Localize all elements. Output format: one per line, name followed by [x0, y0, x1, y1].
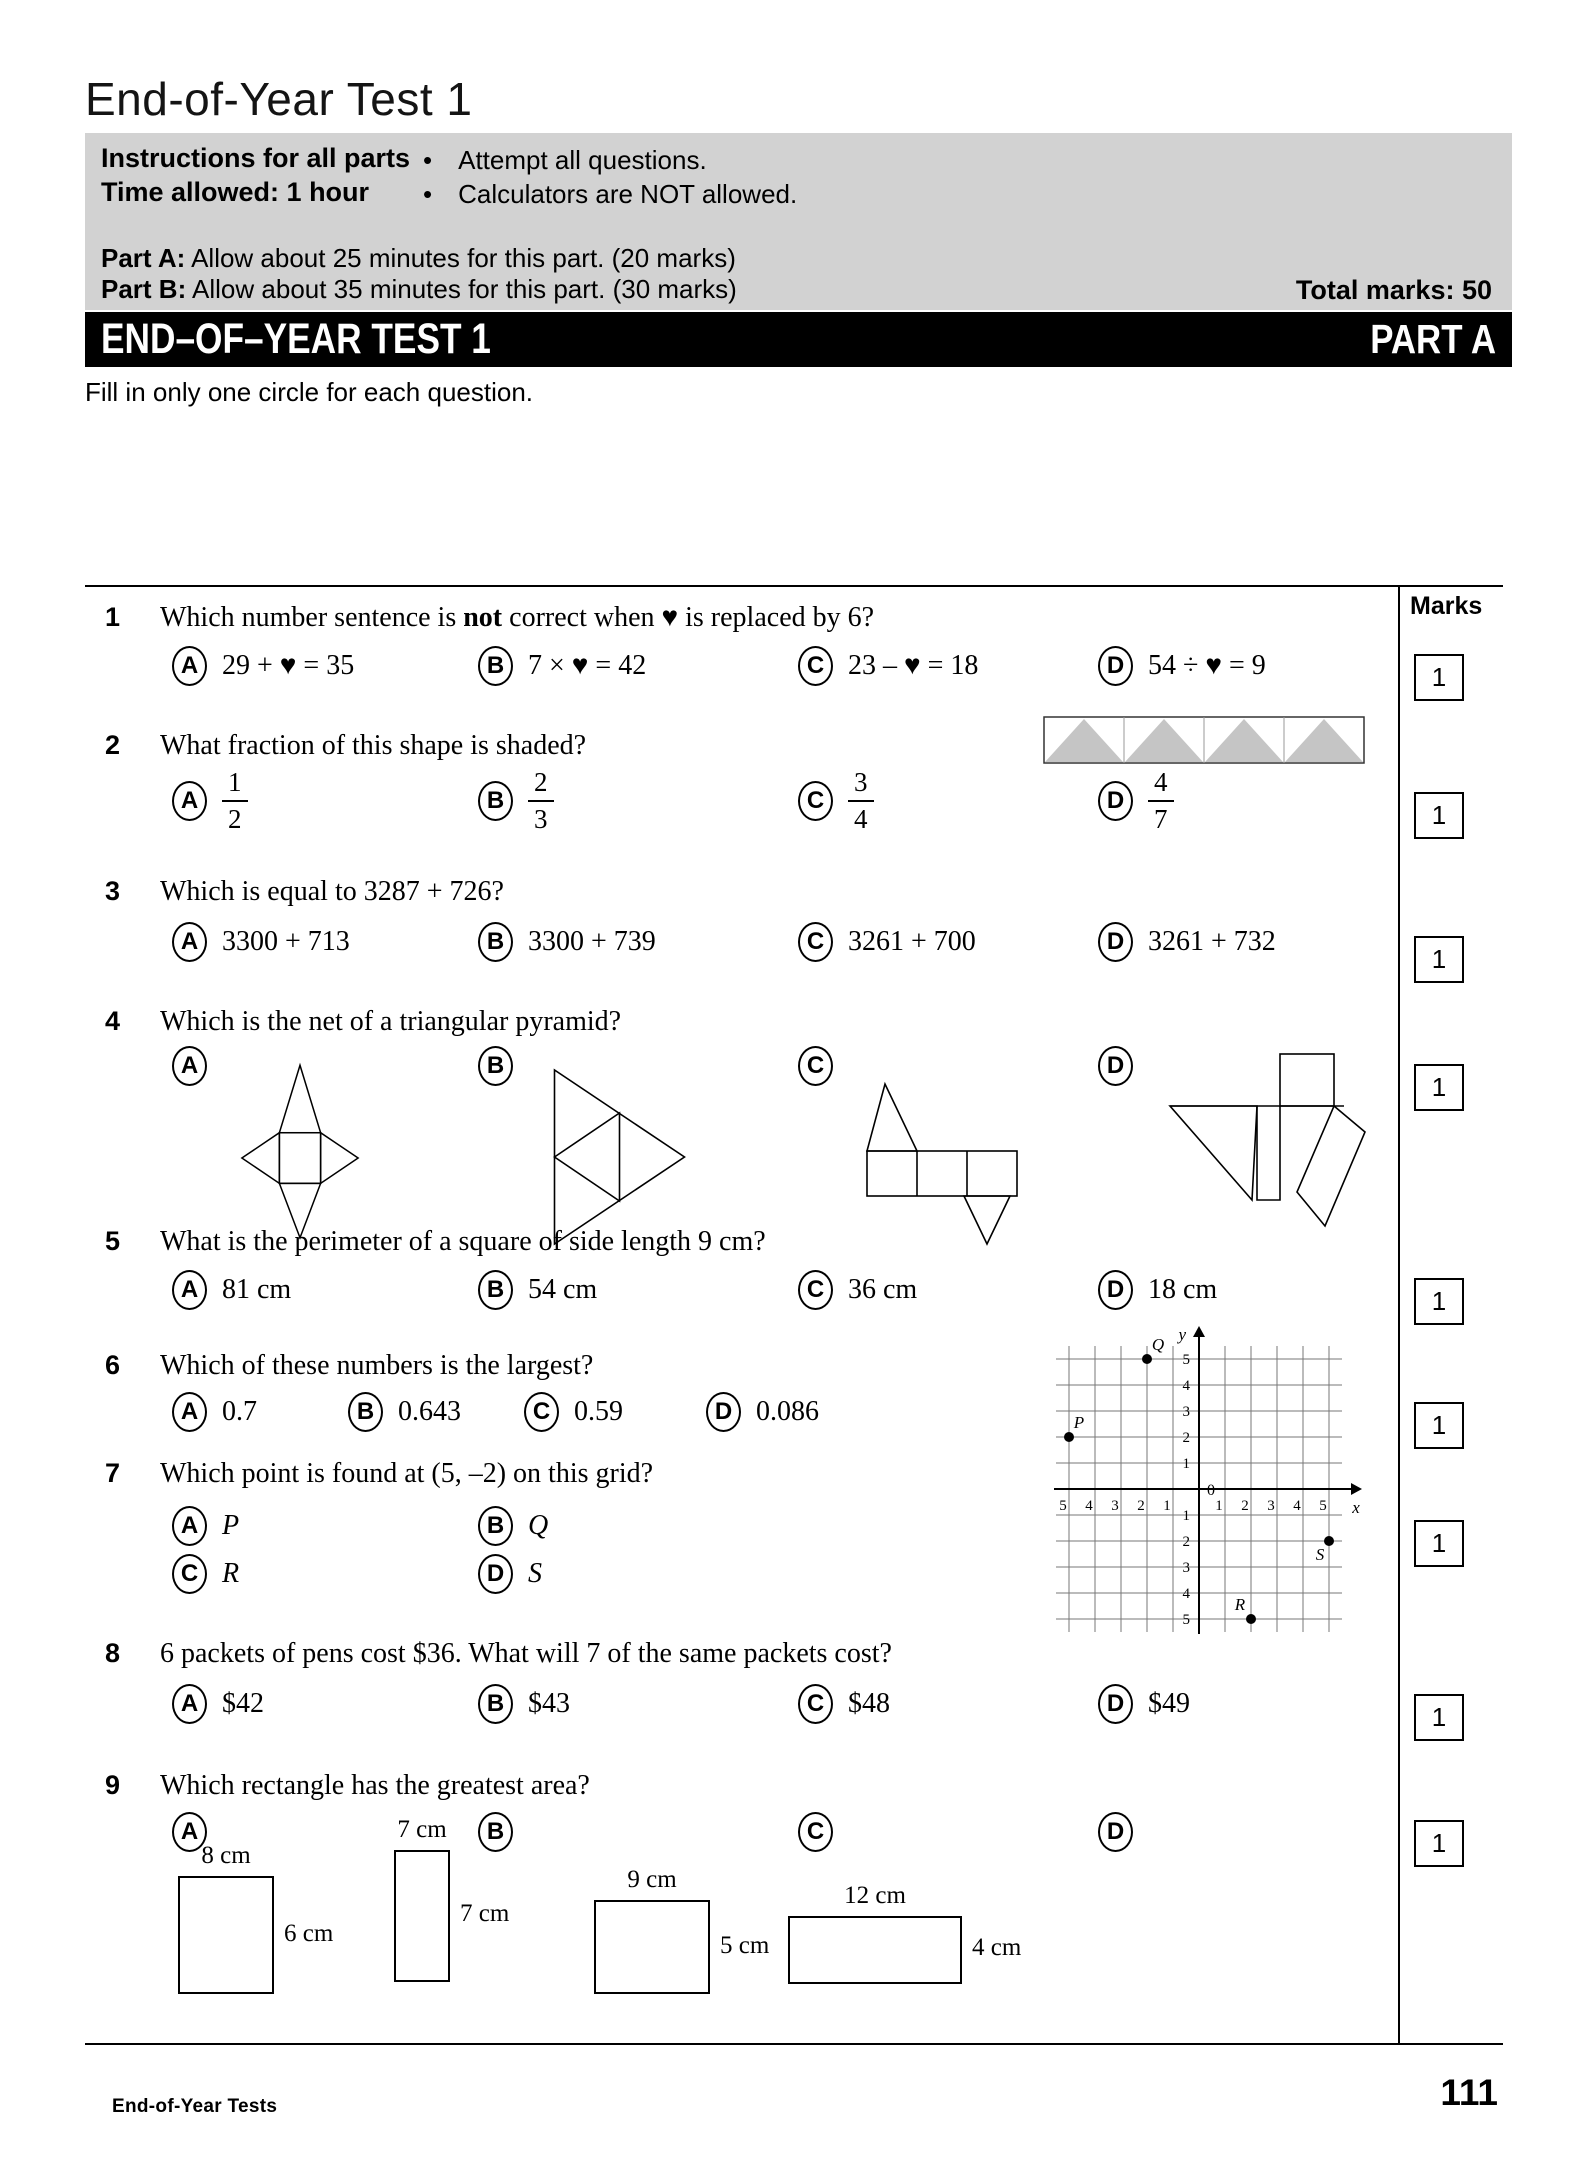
q7-option-d — [478, 1554, 542, 1594]
time-allowed-label: Time allowed: 1 hour — [101, 177, 370, 207]
question-number: 9 — [105, 1770, 121, 1800]
question-text: 6 packets of pens cost $36. What will 7 of the same packets cost? — [160, 1638, 892, 1669]
question-number: 8 — [105, 1638, 121, 1668]
option-a-circle[interactable]: A — [172, 1684, 207, 1724]
option-text: 54 cm — [528, 1274, 598, 1305]
option-text: 0.086 — [756, 1396, 819, 1427]
net-d-diagram — [1162, 1050, 1377, 1230]
option-d-circle[interactable]: D — [1098, 1812, 1133, 1852]
q1-option-c — [798, 646, 978, 686]
marks-box-q8: 1 — [1414, 1694, 1464, 1741]
marks-box-q6: 1 — [1414, 1402, 1464, 1449]
option-text: 54 ÷ ♥ = 9 — [1148, 650, 1266, 681]
question-number: 3 — [105, 876, 121, 906]
option-b-circle[interactable]: B — [478, 1812, 513, 1852]
svg-text:S: S — [1315, 1545, 1325, 1564]
q9-option-b — [478, 1812, 513, 1852]
page-number: 111 — [1440, 2072, 1498, 2113]
marks-box-q4: 1 — [1414, 1064, 1464, 1111]
fraction-numerator: 1 — [222, 768, 248, 802]
svg-text:1: 1 — [1163, 1498, 1171, 1514]
part-a-line — [101, 243, 736, 274]
fraction — [528, 768, 554, 834]
marks-box-q1: 1 — [1414, 654, 1464, 701]
option-c-circle[interactable]: C — [798, 1684, 833, 1724]
question-text-part: Which number sentence is — [160, 602, 464, 633]
svg-text:0: 0 — [1207, 1482, 1215, 1499]
svg-text:5: 5 — [1182, 1612, 1190, 1628]
question-text: Which point is found at (5, –2) on this grid? — [160, 1458, 654, 1489]
svg-text:y: y — [1178, 1325, 1186, 1344]
rect-height-label: 4 cm — [972, 1934, 1022, 1961]
svg-text:3: 3 — [1182, 1560, 1190, 1576]
q1-option-a — [172, 646, 354, 686]
option-b-circle[interactable]: B — [478, 781, 513, 821]
svg-text:1: 1 — [1182, 1508, 1190, 1524]
option-a-circle[interactable]: A — [172, 646, 207, 686]
option-text: Q — [528, 1510, 549, 1541]
bullet-dot: • — [423, 179, 433, 209]
option-c-circle[interactable]: C — [798, 1046, 833, 1086]
svg-text:x: x — [1352, 1498, 1360, 1517]
svg-text:3: 3 — [1267, 1498, 1275, 1514]
question-number: 4 — [105, 1006, 121, 1036]
option-text: 3261 + 700 — [848, 926, 976, 957]
option-a-circle[interactable]: A — [172, 781, 207, 821]
question-number: 7 — [105, 1458, 121, 1488]
option-text: 3300 + 739 — [528, 926, 656, 957]
footer-title: End-of-Year Tests — [112, 2096, 278, 2117]
option-c-circle[interactable]: C — [524, 1392, 559, 1432]
option-text: $42 — [222, 1688, 264, 1719]
option-text: 29 + ♥ = 35 — [222, 650, 355, 681]
svg-text:4: 4 — [1293, 1498, 1301, 1514]
question-8 — [105, 1638, 892, 1670]
part-b-label: Part B: — [101, 274, 187, 304]
option-d-circle[interactable]: D — [706, 1392, 741, 1432]
option-text: R — [222, 1558, 240, 1589]
q9-option-d — [1098, 1812, 1133, 1852]
option-c-circle[interactable]: C — [798, 922, 833, 962]
option-d-circle[interactable]: D — [1098, 1270, 1133, 1310]
q3-option-d — [1098, 922, 1276, 962]
option-d-circle[interactable]: D — [1098, 646, 1133, 686]
q2-option-c — [798, 768, 874, 834]
svg-text:2: 2 — [1182, 1534, 1190, 1550]
q7-option-c — [172, 1554, 239, 1594]
question-5 — [105, 1226, 766, 1258]
q7-option-a — [172, 1506, 239, 1546]
svg-text:3: 3 — [1182, 1404, 1190, 1420]
q4-option-b — [478, 1046, 513, 1086]
option-d-circle[interactable]: D — [1098, 922, 1133, 962]
q8-option-d — [1098, 1684, 1190, 1724]
banner-title: END–OF–YEAR TEST 1 — [101, 315, 491, 363]
fraction — [222, 768, 248, 834]
rectangle-a-diagram — [178, 1876, 274, 1994]
option-a-circle[interactable]: A — [172, 922, 207, 962]
svg-text:R: R — [1234, 1595, 1246, 1614]
marks-box-q2: 1 — [1414, 792, 1464, 839]
q8-option-a — [172, 1684, 264, 1724]
bullet-text: Calculators are NOT allowed. — [458, 179, 798, 209]
option-text: 0.59 — [574, 1396, 623, 1427]
section-banner — [85, 312, 1512, 367]
net-b-diagram — [542, 1062, 697, 1252]
option-text: $48 — [848, 1688, 890, 1719]
q6-option-b — [348, 1392, 461, 1432]
rectangle-c-diagram — [594, 1900, 710, 1994]
question-1 — [105, 602, 874, 634]
svg-text:4: 4 — [1182, 1586, 1190, 1602]
rect-height-label: 5 cm — [720, 1932, 770, 1959]
option-a-circle[interactable]: A — [172, 1270, 207, 1310]
svg-text:2: 2 — [1182, 1430, 1190, 1446]
fraction — [848, 768, 874, 834]
option-text: 36 cm — [848, 1274, 918, 1305]
question-text — [160, 602, 874, 634]
question-4 — [105, 1006, 621, 1038]
q3-option-a — [172, 922, 350, 962]
option-c-circle[interactable]: C — [798, 646, 833, 686]
option-a-circle[interactable]: A — [172, 1046, 207, 1086]
svg-text:5: 5 — [1319, 1498, 1327, 1514]
q5-option-b — [478, 1270, 597, 1310]
question-text: Which rectangle has the greatest area? — [160, 1770, 590, 1801]
bullet-text: Attempt all questions. — [458, 145, 707, 175]
option-b-circle[interactable]: B — [348, 1392, 383, 1432]
marks-box-q5: 1 — [1414, 1278, 1464, 1325]
option-b-circle[interactable]: B — [478, 646, 513, 686]
option-text: 18 cm — [1148, 1274, 1218, 1305]
option-c-circle[interactable]: C — [798, 1270, 833, 1310]
fraction-denominator: 3 — [534, 804, 548, 835]
option-text: 81 cm — [222, 1274, 292, 1305]
fraction-numerator: 4 — [1148, 768, 1174, 802]
marks-column-header: Marks — [1410, 592, 1483, 620]
option-c-circle[interactable]: C — [798, 781, 833, 821]
fraction-denominator: 4 — [854, 804, 868, 835]
option-text: $43 — [528, 1688, 570, 1719]
option-text: 3300 + 713 — [222, 926, 350, 957]
option-text: P — [222, 1510, 240, 1541]
question-text-bold: not — [463, 602, 503, 633]
part-b-line — [101, 274, 737, 305]
total-marks: Total marks: 50 — [1295, 275, 1492, 305]
option-text: 23 – ♥ = 18 — [848, 650, 979, 681]
rect-height-label: 7 cm — [460, 1900, 510, 1927]
rectangle-d-diagram — [788, 1916, 962, 1984]
page-title: End-of-Year Test 1 — [85, 73, 473, 125]
q3-option-c — [798, 922, 976, 962]
fraction — [1148, 768, 1174, 834]
svg-text:5: 5 — [1059, 1498, 1067, 1514]
net-c-diagram — [852, 1076, 1032, 1248]
q5-option-c — [798, 1270, 917, 1310]
part-a-text: Allow about 25 minutes for this part. (20 marks) — [185, 243, 736, 273]
q8-option-c — [798, 1684, 890, 1724]
q2-option-a — [172, 768, 248, 834]
rect-width-label: 12 cm — [844, 1882, 906, 1909]
option-d-circle[interactable]: D — [1098, 1684, 1133, 1724]
q5-option-a — [172, 1270, 291, 1310]
option-text: $49 — [1148, 1688, 1190, 1719]
fraction-denominator: 2 — [228, 804, 242, 835]
svg-text:5: 5 — [1182, 1352, 1190, 1368]
option-d-circle[interactable]: D — [1098, 1046, 1133, 1086]
question-text: Which is the net of a triangular pyramid? — [160, 1006, 622, 1037]
bottom-rule — [85, 2043, 1503, 2045]
marks-box-q9: 1 — [1414, 1820, 1464, 1867]
question-2 — [105, 730, 586, 762]
net-a-diagram — [225, 1056, 375, 1246]
option-d-circle[interactable]: D — [478, 1554, 513, 1594]
option-a-circle[interactable]: A — [172, 1506, 207, 1546]
part-b-text: Allow about 35 minutes for this part. (30 marks) — [186, 274, 737, 304]
banner-part-label: PART A — [1370, 316, 1496, 362]
q2-option-d — [1098, 768, 1174, 834]
option-b-circle[interactable]: B — [478, 922, 513, 962]
fraction-numerator: 3 — [848, 768, 874, 802]
question-text-part: correct when ♥ is replaced by 6? — [502, 602, 875, 633]
svg-text:4: 4 — [1085, 1498, 1093, 1514]
question-7 — [105, 1458, 653, 1490]
rectangle-b-diagram — [394, 1850, 450, 1982]
option-b-circle[interactable]: B — [478, 1506, 513, 1546]
bullet-item — [423, 179, 797, 210]
option-a-circle[interactable]: A — [172, 1392, 207, 1432]
q1-option-b — [478, 646, 646, 686]
question-9 — [105, 1770, 590, 1802]
option-c-circle[interactable]: C — [798, 1812, 833, 1852]
option-text: S — [528, 1558, 542, 1589]
q6-option-a — [172, 1392, 257, 1432]
q4-option-a — [172, 1046, 207, 1086]
svg-text:4: 4 — [1182, 1378, 1190, 1394]
svg-text:1: 1 — [1182, 1456, 1190, 1472]
q8-option-b — [478, 1684, 570, 1724]
q1-option-d — [1098, 646, 1266, 686]
question-text: Which of these numbers is the largest? — [160, 1350, 594, 1381]
fill-instruction: Fill in only one circle for each question. — [85, 377, 534, 407]
question-number: 1 — [105, 602, 121, 632]
fraction-numerator: 2 — [528, 768, 554, 802]
option-b-circle[interactable]: B — [478, 1270, 513, 1310]
question-6 — [105, 1350, 593, 1382]
svg-text:P: P — [1073, 1413, 1085, 1432]
option-text: 3261 + 732 — [1148, 926, 1276, 957]
rect-width-label: 7 cm — [397, 1816, 447, 1843]
question-text: What is the perimeter of a square of side length 9 cm? — [160, 1226, 766, 1257]
marks-divider — [1398, 585, 1400, 2043]
question-number: 2 — [105, 730, 121, 760]
q4-option-c — [798, 1046, 833, 1086]
option-d-circle[interactable]: D — [1098, 781, 1133, 821]
question-number: 5 — [105, 1226, 121, 1256]
option-text: 0.7 — [222, 1396, 257, 1427]
option-text: 7 × ♥ = 42 — [528, 650, 647, 681]
option-text: 0.643 — [398, 1396, 461, 1427]
q7-option-b — [478, 1506, 548, 1546]
instructions-label: Instructions for all parts — [101, 143, 411, 173]
option-b-circle[interactable]: B — [478, 1684, 513, 1724]
q6-option-c — [524, 1392, 623, 1432]
rect-width-label: 8 cm — [201, 1842, 251, 1869]
marks-box-q3: 1 — [1414, 936, 1464, 983]
question-text: Which is equal to 3287 + 726? — [160, 876, 504, 907]
top-rule — [85, 585, 1503, 587]
q4-option-d — [1098, 1046, 1133, 1086]
coordinate-grid — [1032, 1322, 1366, 1656]
svg-text:2: 2 — [1241, 1498, 1249, 1514]
marks-box-q7: 1 — [1414, 1520, 1464, 1567]
part-a-label: Part A: — [101, 243, 186, 273]
q6-option-d — [706, 1392, 819, 1432]
svg-text:1: 1 — [1215, 1498, 1223, 1514]
q9-option-c — [798, 1812, 833, 1852]
option-a-circle[interactable]: A — [172, 1812, 207, 1852]
question-3 — [105, 876, 504, 908]
fraction-denominator: 7 — [1154, 804, 1168, 835]
bullet-dot: • — [423, 145, 433, 175]
q2-option-b — [478, 768, 554, 834]
rect-height-label: 6 cm — [284, 1920, 334, 1947]
q3-option-b — [478, 922, 656, 962]
question-text: What fraction of this shape is shaded? — [160, 730, 587, 761]
rect-width-label: 9 cm — [627, 1866, 677, 1893]
svg-text:2: 2 — [1137, 1498, 1145, 1514]
shaded-shape-diagram — [1043, 716, 1365, 764]
q5-option-d — [1098, 1270, 1217, 1310]
option-b-circle[interactable]: B — [478, 1046, 513, 1086]
instruction-box — [85, 133, 1512, 310]
bullet-item — [423, 145, 707, 176]
question-number: 6 — [105, 1350, 121, 1380]
option-c-circle[interactable]: C — [172, 1554, 207, 1594]
svg-text:Q: Q — [1151, 1335, 1165, 1354]
svg-text:3: 3 — [1111, 1498, 1119, 1514]
